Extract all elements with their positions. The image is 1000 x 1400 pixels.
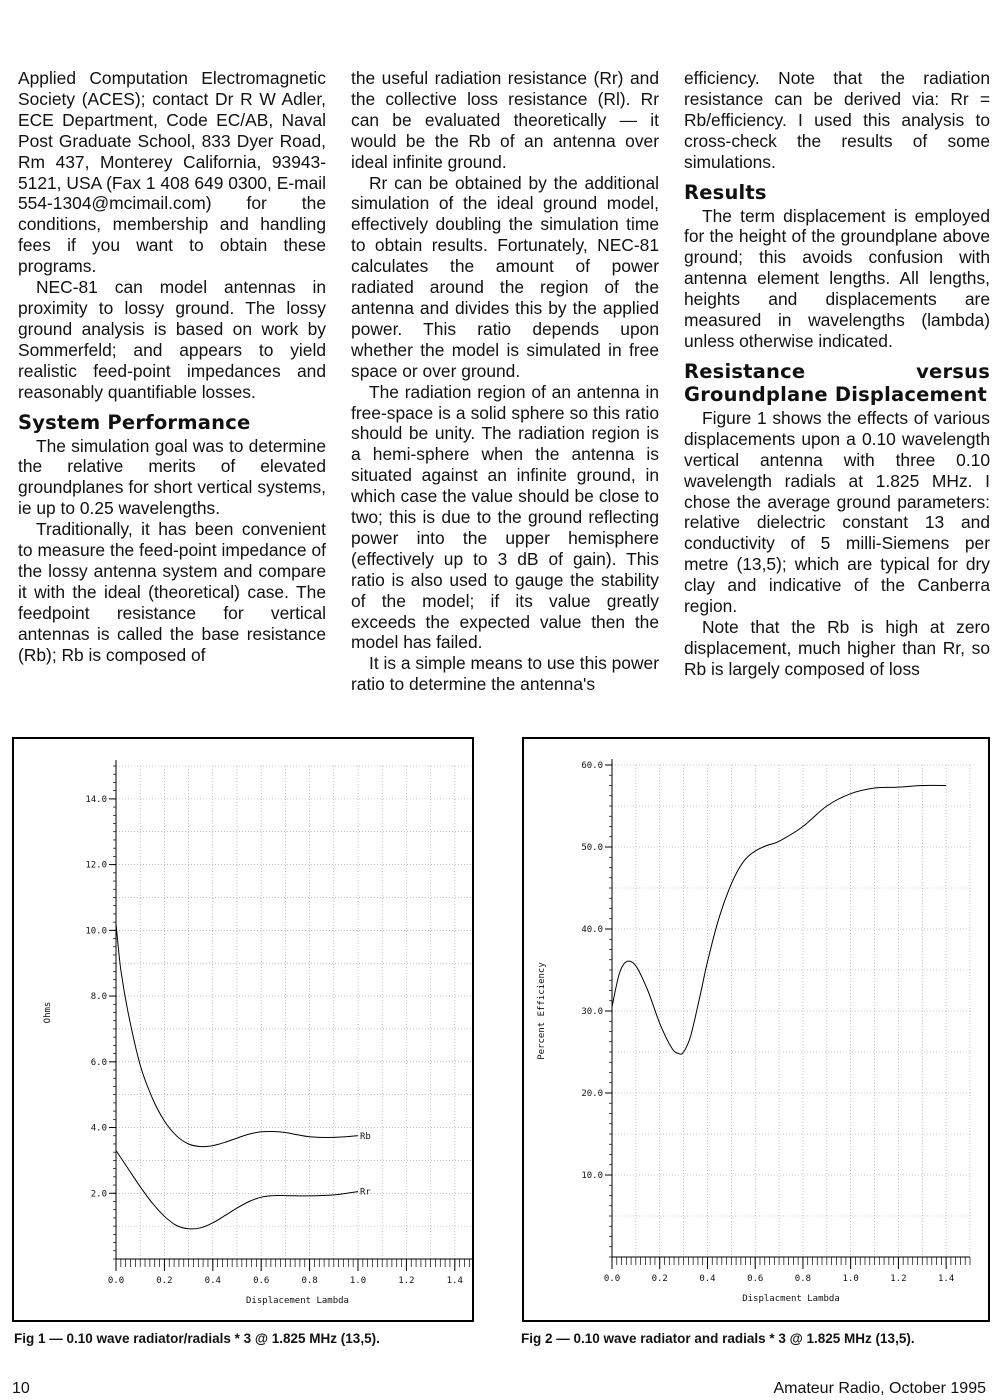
fig2-x-tick-label: 1.0: [842, 1274, 859, 1284]
text-column-2: [351, 68, 659, 695]
fig2-x-tick-label: 0.8: [794, 1274, 812, 1284]
paragraph: Applied Computation Electromagnetic Society (ACES); contact Dr R W Adler, ECE Department, Code EC/AB, Naval Post Graduate School, 833 Dyer Road, Rm 437, Monterey California, 93943-5121, USA (Fax 1 408 649 0300, E-mail 554-1304@mcimail.com) for the conditions, membership and handling fees if you want to obtain these programs.: [18, 68, 326, 277]
fig1-y-tick-label: 10.0: [85, 926, 107, 937]
fig1-x-tick-label: 1.2: [398, 1276, 415, 1286]
figure-2-caption: Fig 2 — 0.10 wave radiator and radials * 3 @ 1.825 MHz (13,5).: [521, 1331, 915, 1346]
paragraph: NEC-81 can model antennas in proximity to lossy ground. The lossy ground analysis is based on work by Sommerfeld; and appears to yield realistic feed-point impedances and reasonably quantifiable losses.: [18, 277, 326, 402]
fig2-x-tick-label: 0.4: [699, 1274, 716, 1284]
paragraph: Note that the Rb is high at zero displacement, much higher than Rr, so Rb is largely composed of loss: [684, 616, 990, 679]
fig2-x-tick-label: 1.4: [938, 1274, 955, 1284]
fig2-y-tick-label: 30.0: [581, 1007, 603, 1017]
fig1-x-tick-label: 1.0: [349, 1276, 367, 1286]
fig1-plot: [14, 739, 472, 1320]
fig1-x-tick-label: 0.0: [107, 1276, 125, 1286]
figure-1-resistance-chart: [12, 737, 474, 1322]
section-heading-results: Results: [684, 180, 767, 204]
fig2-y-tick-label: 50.0: [581, 843, 603, 853]
paragraph: efficiency. Note that the radiation resistance can be derived via: Rr = Rb/efficiency. I used this analysis to cross-check the results of some simulations.: [684, 68, 990, 172]
paragraph: The term displacement is employed for the height of the groundplane above ground; this avoids confusion with antenna element lengths. All lengths, heights and displacements are measured in wavelengths (lambda) unless otherwise indicated.: [684, 205, 990, 351]
fig1-y-tick-label: 2.0: [90, 1189, 107, 1200]
fig1-series-label-rr: Rr: [360, 1187, 371, 1198]
text-column-3: [684, 68, 990, 680]
fig1-y-tick-label: 12.0: [85, 860, 107, 871]
fig1-x-axis-title: Displacement Lambda: [246, 1296, 349, 1306]
fig2-x-tick-label: 0.6: [747, 1274, 764, 1284]
fig1-y-axis-title: Ohms: [43, 1001, 53, 1024]
paragraph: Rr can be obtained by the additional simulation of the ideal ground model, effectively doubling the simulation time to obtain results. Fortunately, NEC-81 calculates the amount of power radiated around the region of the antenna and divides this by the applied power. This ratio depends upon whether the model is simulated in free space or over ground.: [351, 172, 659, 381]
fig2-y-axis-title: Percent Efficiency: [537, 962, 547, 1060]
fig1-x-tick-label: 0.2: [156, 1276, 173, 1286]
fig2-y-tick-label: 10.0: [581, 1171, 603, 1181]
fig1-y-tick-label: 14.0: [85, 794, 107, 805]
fig2-x-tick-label: 0.0: [603, 1274, 621, 1284]
fig1-x-tick-label: 0.4: [204, 1276, 221, 1286]
paragraph: the useful radiation resistance (Rr) and the collective loss resistance (Rl). Rr can be evaluated theoretically — it would be the Rb of an antenna over ideal infinite ground.: [351, 68, 659, 172]
section-heading-system-performance: System Performance: [18, 410, 251, 434]
fig2-y-tick-label: 60.0: [581, 761, 603, 771]
fig1-y-tick-label: 4.0: [90, 1123, 107, 1134]
fig1-y-tick-label: 6.0: [90, 1057, 107, 1068]
page-number: 10: [12, 1380, 30, 1397]
paragraph: Figure 1 shows the effects of various displacements upon a 0.10 wavelength vertical antenna with three 0.10 wavelength radials at 1.825 MHz. I chose the average ground parameters: relative dielectric constant 13 and conductivity of 5 milli-Siemens per metre (13,5); which are typical for dry clay and indicative of the Canberra region.: [684, 407, 990, 617]
fig2-y-tick-label: 40.0: [581, 925, 603, 935]
fig2-y-tick-label: 20.0: [581, 1089, 603, 1099]
figure-2-efficiency-chart: [522, 737, 990, 1322]
figure-1-caption: Fig 1 — 0.10 wave radiator/radials * 3 @ 1.825 MHz (13,5).: [14, 1331, 380, 1346]
fig1-x-tick-label: 0.8: [301, 1276, 318, 1286]
fig1-y-tick-label: 8.0: [90, 992, 107, 1003]
text-column-1: [18, 68, 326, 665]
paragraph: The simulation goal was to determine the relative merits of elevated groundplanes for short vertical systems, ie up to 0.25 wavelengths.: [18, 435, 326, 519]
fig2-x-axis-title: Displacment Lambda: [742, 1294, 840, 1304]
fig1-x-tick-label: 0.6: [253, 1276, 270, 1286]
fig2-plot: [524, 739, 988, 1320]
journal-footer: Amateur Radio, October 1995: [773, 1380, 986, 1397]
section-heading-resistance: Resistance versus Groundplane Displacement: [684, 359, 990, 406]
paragraph: It is a simple means to use this power ratio to determine the antenna's: [351, 653, 659, 695]
fig2-x-tick-label: 0.2: [651, 1274, 668, 1284]
paragraph: The radiation region of an antenna in free-space is a solid sphere so this ratio should be unity. The radiation region is a hemi-sphere when the antenna is situated against an infinite ground, in which case the value should be close to two; this is due to the ground reflecting power into the upper hemisphere (effectively up to 3 dB of gain). This ratio is also used to gauge the stability of the model; if its value greatly exceeds the expected value then the model has failed.: [351, 381, 659, 653]
paragraph: Traditionally, it has been convenient to measure the feed-point impedance of the lossy antenna system and compare it with the ideal (theoretical) case. The feedpoint resistance for vertical antennas is called the base resistance (Rb); Rb is composed of: [18, 519, 326, 665]
fig1-x-tick-label: 1.4: [446, 1276, 463, 1286]
fig1-series-line-rb: [116, 924, 358, 1147]
fig2-x-tick-label: 1.2: [890, 1274, 907, 1284]
fig1-series-label-rb: Rb: [360, 1131, 371, 1142]
